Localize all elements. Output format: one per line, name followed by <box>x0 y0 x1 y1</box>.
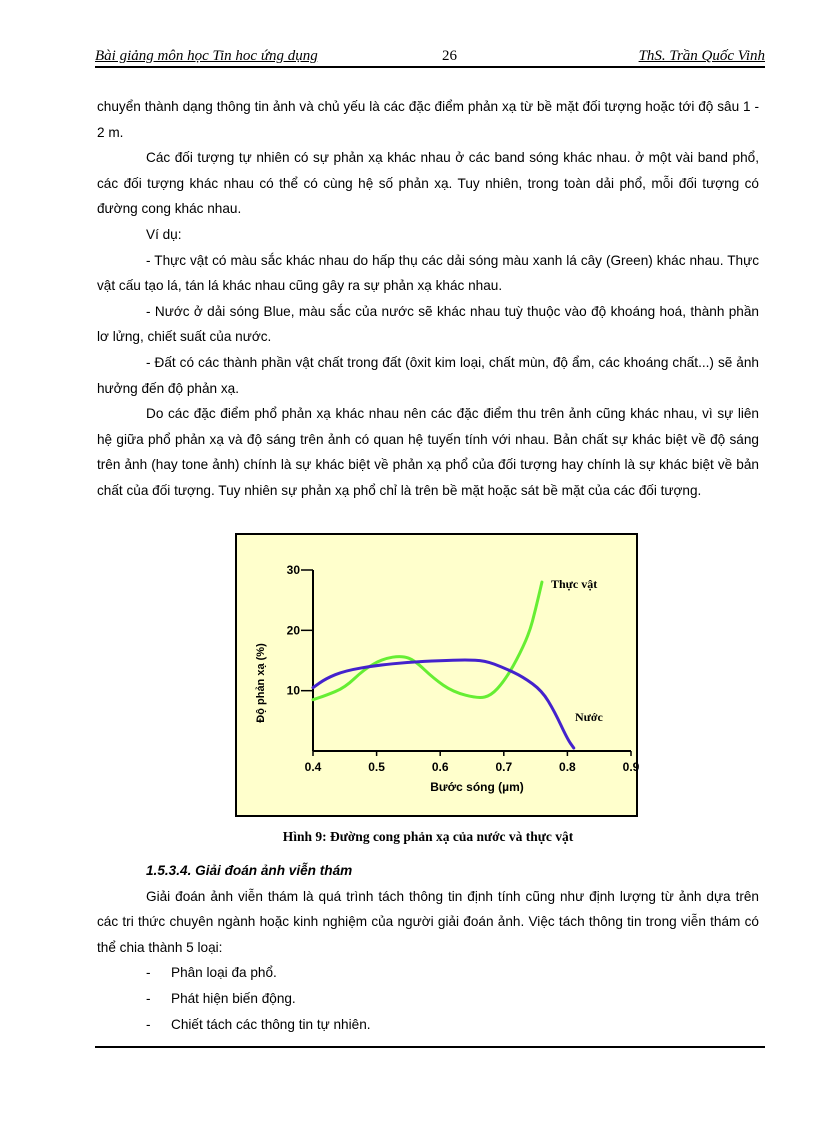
series-line-vegetation <box>313 582 542 700</box>
x-tick-label: 0.8 <box>559 760 576 774</box>
x-tick-label: 0.5 <box>368 760 385 774</box>
page-number: 26 <box>442 48 457 64</box>
paragraph: Ví dụ: <box>146 226 182 242</box>
chart-svg <box>237 535 640 815</box>
paragraph: chuyển thành dạng thông tin ảnh và chủ yếu là các đặc điểm phản xạ từ bề mặt đối tượng hoặc tới độ sâu 1 - 2 m. <box>97 99 759 140</box>
x-tick-label: 0.4 <box>304 760 322 774</box>
figure-caption: Hình 9: Đường cong phản xạ của nước và thực vật <box>282 829 574 844</box>
y-tick-label: 10 <box>286 683 300 698</box>
series-label-vegetation: Thực vật <box>551 577 598 591</box>
paragraph: - Đất có các thành phần vật chất trong đất (ôxit kim loại, chất mùn, độ ẩm, các khoáng chất...) sẽ ảnh hưởng đến độ phản xạ. <box>97 354 759 396</box>
footer-rule <box>95 1046 765 1048</box>
series-line-water <box>313 660 574 748</box>
paragraph: - Nước ở dải sóng Blue, màu sắc của nước sẽ khác nhau tuỳ thuộc vào độ khoáng hoá, thành phần lơ lửng, chiết suất của nước. <box>97 303 759 345</box>
method-list <box>97 960 759 1037</box>
section-heading: 1.5.3.4. Giải đoán ảnh viễn thám <box>146 863 353 878</box>
reflectance-chart <box>235 533 638 817</box>
x-tick-label: 0.7 <box>495 760 513 774</box>
paragraph: - Thực vật có màu sắc khác nhau do hấp thụ các dải sóng màu xanh lá cây (Green) khác nhau. Thực vật cấu tạo lá, tán lá khác nhau cũng gây ra sự phản xạ khác nhau. <box>97 252 759 294</box>
list-marker: - <box>146 965 151 981</box>
header-author: ThS. Trần Quốc Vinh <box>638 48 765 64</box>
body-text <box>97 94 759 504</box>
y-tick-label: 20 <box>286 623 300 638</box>
x-axis-label: Bước sóng (µm) <box>430 780 524 794</box>
paragraph: Do các đặc điểm phổ phản xạ khác nhau nên các đặc điểm thu trên ảnh cũng khác nhau, vì sự liên hệ giữa phổ phản xạ và độ sáng trên ảnh có quan hệ tuyến tính với nhau. Bản chất sự khác biệt về độ sáng trên ảnh (hay tone ảnh) chính là sự khác biệt về phản xạ phổ của đối tượng hay chính là sự khác biệt về bản chất của đối tượng. Tuy nhiên sự phản xạ phổ chỉ là trên bề mặt hoặc sát bề mặt của các đối tượng. <box>97 406 759 498</box>
page-header <box>95 46 765 68</box>
x-tick-label: 0.6 <box>431 760 449 774</box>
x-tick-label: 0.9 <box>622 760 640 774</box>
list-item: - Chiết tách các thông tin tự nhiên. <box>97 1012 759 1038</box>
header-course-title: Bài giảng môn học Tin hoc ứng dụng <box>95 48 318 64</box>
paragraph: Các đối tượng tự nhiên có sự phản xạ khác nhau ở các band sóng khác nhau. ở một vài band phổ, các đối tượng khác nhau có thể có cùng hệ số phản xạ. Tuy nhiên, trong toàn dải phổ, mỗi đối tượng có đường cong khác nhau. <box>97 150 759 217</box>
list-item: - Phân loại đa phổ. <box>97 960 759 986</box>
y-axis-label: Độ phản xạ (%) <box>255 643 267 723</box>
section-paragraph: Giải đoán ảnh viễn thám là quá trình tách thông tin định tính cũng như định lượng từ ảnh dựa trên các tri thức chuyên ngành hoặc kinh nghiệm của người giải đoán ảnh. Việc tách thông tin trong viễn thám có thể chia thành 5 loại: <box>97 888 759 955</box>
header-rule <box>95 66 765 68</box>
series-label-water: Nước <box>575 710 603 724</box>
section-interpretation <box>97 858 759 1037</box>
list-marker: - <box>146 990 151 1006</box>
list-marker: - <box>146 1016 151 1032</box>
y-tick-label: 30 <box>286 563 300 577</box>
list-item: - Phát hiện biến động. <box>97 986 759 1012</box>
